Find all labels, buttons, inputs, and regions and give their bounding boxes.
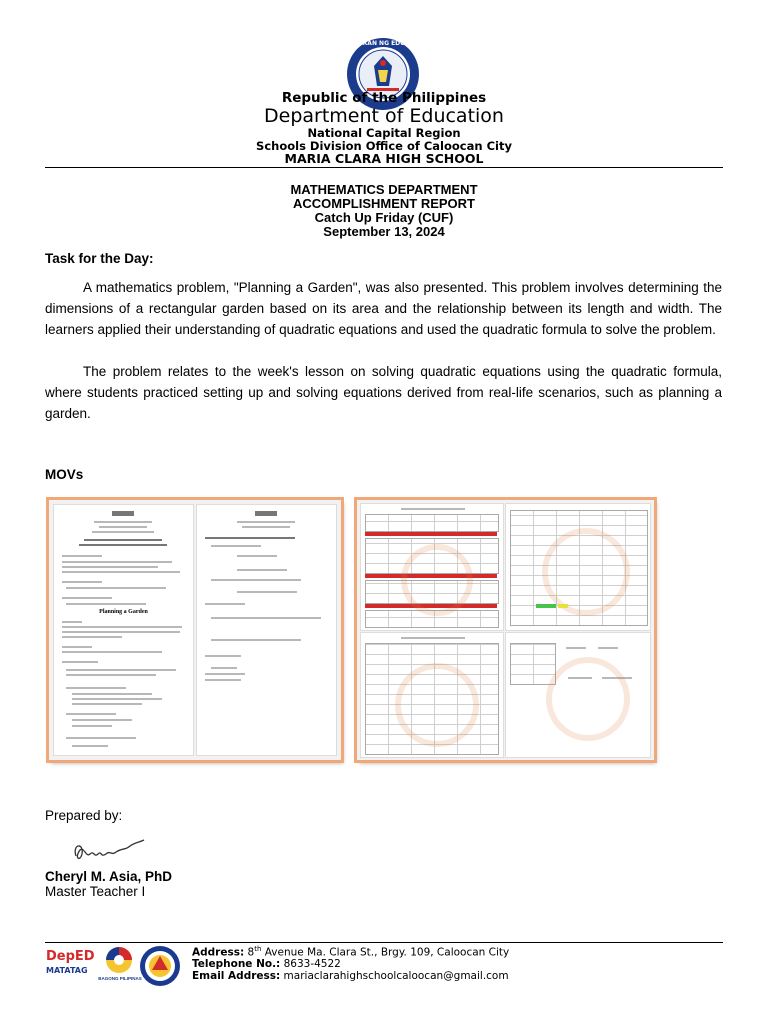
report-date: September 13, 2024: [323, 224, 445, 239]
lesson-log-page-4: [505, 632, 651, 758]
telephone-line: [192, 958, 341, 970]
address-line: [192, 945, 509, 959]
worksheet-page-1: [53, 504, 194, 756]
report-title-line1: MATHEMATICS DEPARTMENT: [290, 182, 478, 197]
address-suffix: th: [254, 945, 262, 953]
division-heading: Schools Division Office of Caloocan City: [256, 139, 512, 153]
preparer-name: Cheryl M. Asia, PhD: [45, 869, 173, 884]
worksheet-title: Planning a Garden: [99, 609, 148, 615]
svg-text:KAGAWARAN NG EDUKASYON: KAGAWARAN NG EDUKASYON: [333, 40, 433, 47]
footer-divider: [45, 942, 723, 943]
report-title-line2: ACCOMPLISHMENT REPORT: [293, 196, 475, 211]
telephone-label: Telephone No.:: [192, 958, 281, 970]
email-value: mariaclarahighschoolcaloocan@gmail.com: [280, 970, 509, 982]
deped-matatag-logo: [46, 950, 94, 982]
movs-heading: MOVs: [45, 467, 84, 482]
address-number: 8: [247, 946, 255, 959]
republic-heading: Republic of the Philippines: [281, 90, 487, 106]
task-heading: Task for the Day:: [45, 251, 154, 266]
prepared-by-label: Prepared by:: [45, 808, 123, 823]
lesson-log-page-1: [360, 503, 504, 631]
signature-image: [70, 836, 150, 868]
bagong-pilipinas-logo-icon: [100, 946, 138, 980]
mov-worksheet-image: [49, 500, 341, 760]
header-divider: [45, 167, 723, 168]
worksheet-page-2: [196, 504, 337, 756]
school-heading: MARIA CLARA HIGH SCHOOL: [284, 151, 484, 166]
mov-lesson-log-image: [357, 500, 654, 760]
telephone-value: 8633-4522: [280, 958, 341, 970]
task-paragraph-1: A mathematics problem, "Planning a Garden", was also presented. This problem involves determining the dimensions of a rectangular garden based on its area and the relationship between its length and width. The learners applied their understanding of quadratic equations and used the quadratic formula to solve the problem.: [45, 280, 722, 337]
address-label: Address:: [192, 946, 245, 959]
preparer-title: Master Teacher I: [45, 884, 146, 899]
email-line: [192, 970, 509, 982]
department-heading: Department of Education: [264, 105, 504, 127]
lesson-log-page-3: [360, 632, 504, 758]
email-label: Email Address:: [192, 970, 281, 982]
lesson-log-page-2: [505, 503, 651, 631]
matatag-logo-text: MATATAG: [46, 966, 88, 975]
task-paragraph-2: The problem relates to the week's lesson on solving quadratic equations using the quadratic formula, where students practiced setting up and solving equations derived from real-life scenarios, such as planning a garden.: [45, 364, 722, 421]
school-logo-icon: [138, 944, 182, 988]
address-value: Avenue Ma. Clara St., Brgy. 109, Caloocan City: [261, 946, 510, 959]
deped-logo-text: DepED: [46, 949, 95, 964]
region-heading: National Capital Region: [307, 126, 461, 140]
bagong-pilipinas-text: BAGONG PILIPINAS: [98, 976, 142, 981]
report-title-line3: Catch Up Friday (CUF): [314, 210, 454, 225]
